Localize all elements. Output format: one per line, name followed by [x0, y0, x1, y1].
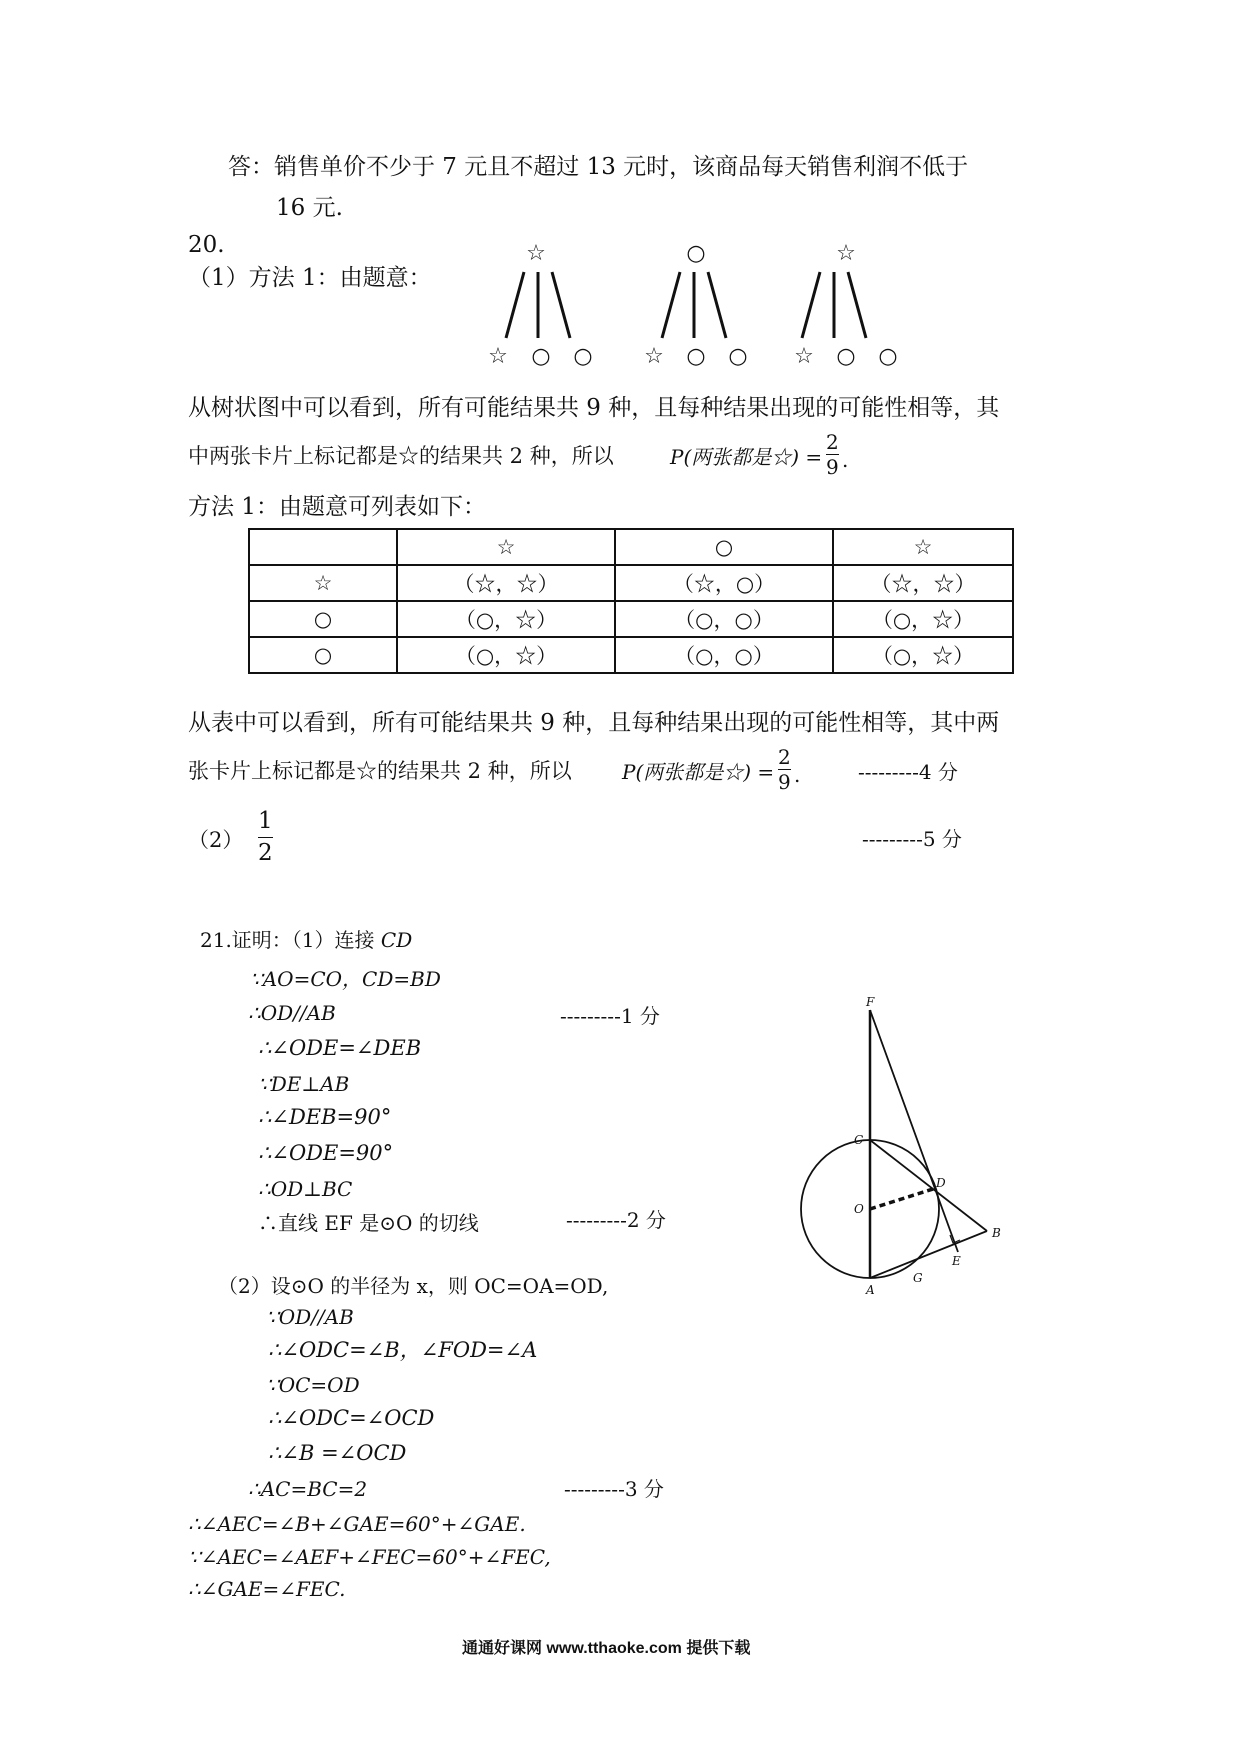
q20-number: 20.: [188, 232, 225, 258]
period-2: .: [794, 763, 801, 787]
proof-line: ∴直线 EF 是⊙O 的切线: [258, 1211, 479, 1235]
tree1-root: ☆: [526, 241, 546, 266]
page-footer: 通通好课网 www.tthaoke.com 提供下载: [462, 1640, 751, 1657]
table-cell: （○，☆）: [397, 637, 615, 673]
proof-line: ∵OD//AB: [266, 1305, 354, 1329]
proof-line: ∵OC=OD: [266, 1373, 360, 1397]
q21-head-text: 21.证明：（1）连接: [200, 928, 375, 952]
tree3-leaf2: ○: [836, 344, 856, 369]
label-a: A: [866, 1283, 875, 1297]
q20-tree-conclusion-line1: 从树状图中可以看到，所有可能结果共 9 种，且每种结果出现的可能性相等，其: [188, 395, 1000, 421]
proof-line: ∴∠ODC=∠B，∠FOD=∠A: [268, 1338, 538, 1362]
q19-answer-line2: 16 元.: [276, 195, 343, 221]
table-cell: （○，☆）: [397, 601, 615, 637]
table-header-cell: [249, 529, 397, 565]
fraction-numerator: 1: [258, 808, 273, 834]
table-row: [249, 601, 1013, 637]
label-d: D: [936, 1176, 946, 1190]
fraction-denominator: 9: [778, 770, 791, 794]
table-header-row: [249, 529, 1013, 565]
table-cell: （☆，○）: [615, 565, 833, 601]
q20-tree-conclusion-line2: 中两张卡片上标记都是☆的结果共 2 种，所以: [188, 444, 614, 468]
table-row: [249, 637, 1013, 673]
q20-part2-label: （2）: [188, 828, 244, 852]
probability-fraction-2: [778, 747, 791, 792]
table-cell: （○，○）: [615, 637, 833, 673]
score-2: ---------2 分: [566, 1208, 666, 1232]
tree2-root: ○: [686, 241, 706, 266]
label-f: F: [866, 995, 875, 1009]
table-row: [249, 565, 1013, 601]
proof-line: ∴∠AEC=∠B+∠GAE=60°+∠GAE.: [188, 1512, 526, 1536]
proof-line: ∴∠ODC=∠OCD: [268, 1406, 435, 1430]
fraction-denominator: 2: [258, 840, 273, 866]
proof-line: ∴∠GAE=∠FEC.: [188, 1577, 346, 1601]
line-ab: [870, 1231, 987, 1278]
proof-line: ∴∠B =∠OCD: [268, 1441, 407, 1465]
score-3: ---------3 分: [564, 1477, 664, 1501]
q19-answer-line1: 答：销售单价不少于 7 元且不超过 13 元时，该商品每天销售利润不低于: [228, 154, 969, 180]
tree3-root: ☆: [836, 241, 856, 266]
fraction-numerator: 2: [778, 745, 791, 769]
q21-head-var: CD: [380, 928, 413, 952]
part2-fraction: [258, 810, 273, 865]
score-4: ---------4 分: [858, 760, 958, 784]
table-cell: ○: [249, 601, 397, 637]
table-header-cell: ☆: [397, 529, 615, 565]
q20-method-tree-label: （1）方法 1：由题意：: [188, 265, 432, 291]
tree1-leaf1: ☆: [488, 344, 508, 369]
outcome-table: [248, 528, 1014, 674]
label-g: G: [913, 1271, 923, 1285]
q20-method-table-label: 方法 1：由题意可列表如下：: [188, 494, 486, 520]
label-o: O: [854, 1202, 864, 1216]
line-fe: [870, 1010, 958, 1252]
score-5: ---------5 分: [862, 827, 962, 851]
geometry-figure: [790, 990, 1020, 1310]
q21-head: [200, 930, 412, 950]
table-cell: （○，☆）: [833, 601, 1013, 637]
table-cell: （☆，☆）: [397, 565, 615, 601]
q20-table-conclusion-line1: 从表中可以看到，所有可能结果共 9 种，且每种结果出现的可能性相等，其中两: [188, 710, 1000, 736]
table-cell: （○，☆）: [833, 637, 1013, 673]
tree2-leaf2: ○: [686, 344, 706, 369]
table-header-cell: ○: [615, 529, 833, 565]
proof-line: ∴AC=BC=2: [248, 1477, 368, 1501]
label-c: C: [854, 1133, 864, 1147]
line-od: [870, 1189, 933, 1209]
line-cb: [870, 1140, 987, 1231]
tree1-leaf2: ○: [531, 344, 551, 369]
label-e: E: [952, 1254, 961, 1268]
tree3-leaf3: ○: [878, 344, 898, 369]
fraction-bar: [258, 837, 273, 838]
probability-fraction: [826, 432, 839, 477]
proof-line: ∵AO=CO，CD=BD: [250, 967, 441, 991]
proof-line: ∴∠ODE=∠DEB: [258, 1036, 422, 1060]
q21-part2-head: （2）设⊙O 的半径为 x，则 OC=OA=OD,: [218, 1274, 609, 1298]
tree-diagram: [470, 232, 910, 372]
tree1-leaf3: ○: [573, 344, 593, 369]
tree2-leaf3: ○: [728, 344, 748, 369]
fraction-denominator: 9: [826, 455, 839, 479]
table-cell: ○: [249, 637, 397, 673]
q20-table-conclusion-line2: 张卡片上标记都是☆的结果共 2 种，所以: [188, 759, 572, 783]
probability-expression: P(两张都是☆) =: [670, 445, 823, 469]
label-b: B: [992, 1226, 1001, 1240]
table-header-cell: ☆: [833, 529, 1013, 565]
period: .: [842, 448, 849, 472]
proof-line: ∵∠AEC=∠AEF+∠FEC=60°+∠FEC,: [188, 1545, 551, 1569]
score-1: ---------1 分: [560, 1004, 660, 1028]
proof-line: ∴∠ODE=90°: [258, 1141, 394, 1165]
table-cell: （○，○）: [615, 601, 833, 637]
proof-line: ∴OD⊥BC: [258, 1177, 353, 1201]
table-cell: （☆，☆）: [833, 565, 1013, 601]
proof-line: ∴∠DEB=90°: [258, 1105, 392, 1129]
proof-line: ∵DE⊥AB: [258, 1072, 350, 1096]
tree2-leaf1: ☆: [644, 344, 664, 369]
fraction-numerator: 2: [826, 430, 839, 454]
table-cell: ☆: [249, 565, 397, 601]
proof-line: ∴OD//AB: [248, 1001, 336, 1025]
tree3-leaf1: ☆: [794, 344, 814, 369]
probability-expression-2: P(两张都是☆) =: [622, 760, 775, 784]
